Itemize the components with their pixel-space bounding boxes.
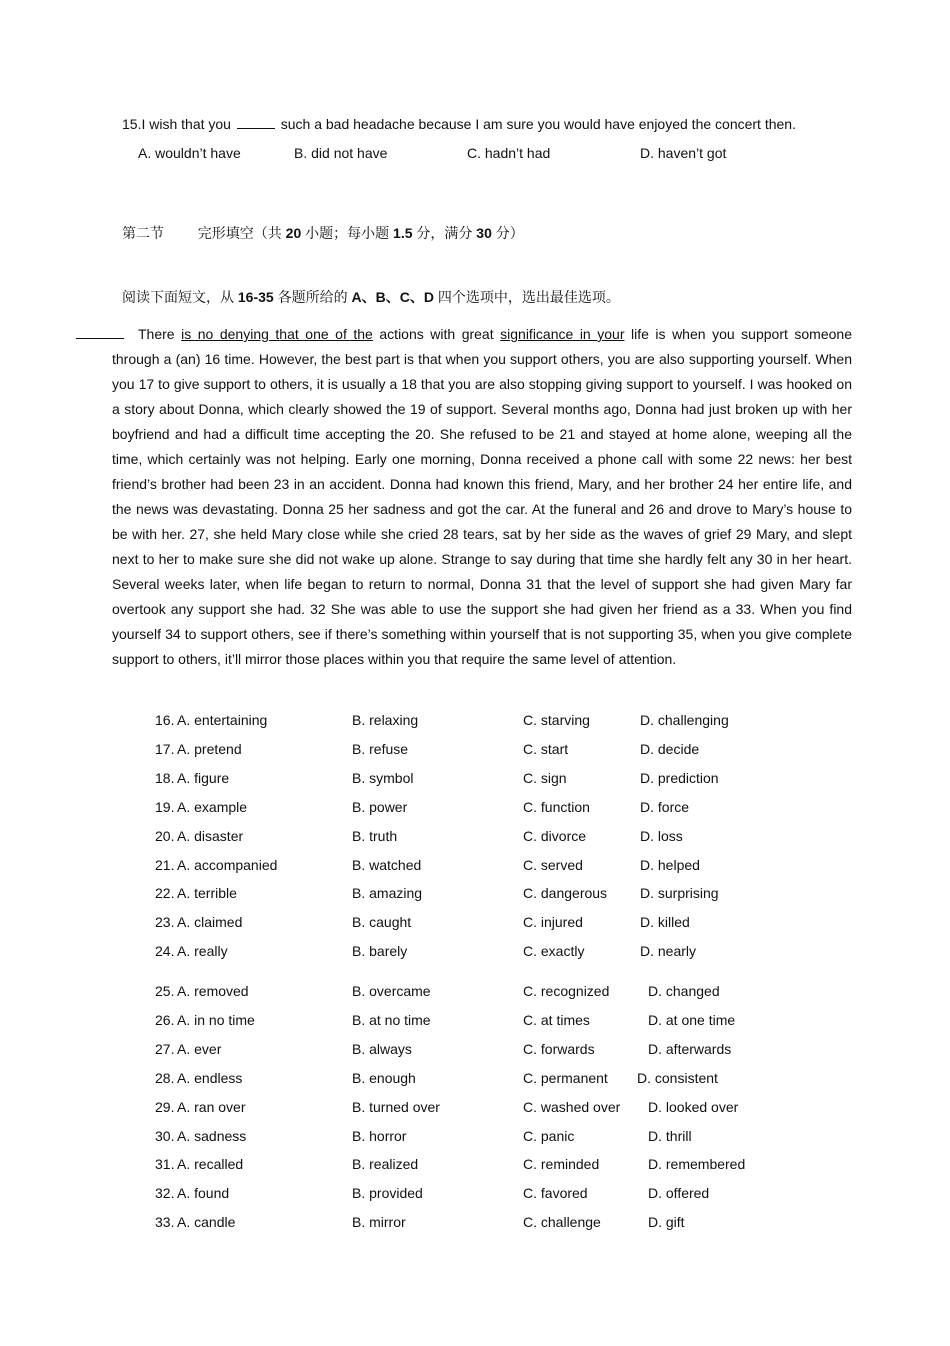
- option-c: C. injured: [523, 914, 583, 931]
- instruction-range: 16-35: [237, 289, 274, 305]
- q15-option-a: A. wouldn’t have: [138, 145, 241, 161]
- option-b: B. overcame: [352, 983, 431, 999]
- passage-text-3: life is when you support someone through a (an) 16 time. However, the best part is that when you support others, you are also supporting yourself. When you 17 to give support to others, it is usually a 18 that you are also stopping giving support to yourself. I was hooked on a story about Donna, which clearly showed the 19 of support. Several months ago, Donna had just broken up with her boyfriend and had a difficult time accepting the 20. She refused to be 21 and stayed at home alone, weeping all the time, which certainly was not helping. Early one morning, Donna received a phone call with some 22 news: her best friend’s brother had been 23 in an accident. Donna had known this friend, Mary, and her brother 24 her entire life, and the news was devastating. Donna 25 her sadness and got the car. At the funeral and 26 and drove to Mary’s house to be with her. 27, she held Mary close while she cried 28 tears, sat by her side as the waves of grief 29 Mary, and slept next to her to make sure she did not wake up alone. Strange to say during that time she hardly felt any 30 in her heart. Several weeks later, when life began to return to normal, Donna 31 that the level of support she had given Mary far overtook any support she had. 32 She was able to use the support she had given her friend as a 33. When you find yourself 34 to support others, see if there’s something within yourself that is not supporting 35, when you give complete support to others, it’ll mirror those places within you that require the same level of attention.: [112, 326, 852, 667]
- option-a: A. really: [177, 943, 228, 960]
- option-a: A. sadness: [177, 1127, 247, 1144]
- cloze-passage: [112, 322, 852, 672]
- section-desc-2: 小题；每小题: [305, 225, 390, 241]
- option-b: B. power: [352, 798, 408, 815]
- section-num-2: 1.5: [393, 225, 413, 241]
- option-d: D. surprising: [640, 885, 719, 902]
- section-desc-1: 完形填空（共: [197, 225, 282, 241]
- option-row: [0, 914, 950, 934]
- option-a: A. claimed: [177, 914, 243, 931]
- section-num-3: 30: [476, 225, 492, 241]
- option-d: D. thrill: [648, 1127, 692, 1144]
- option-row: [0, 1214, 950, 1234]
- option-c: C. served: [523, 856, 583, 873]
- option-row: [0, 943, 950, 963]
- option-c: C. panic: [523, 1127, 575, 1144]
- instruction-letters: A、B、C、D: [351, 289, 434, 305]
- option-c: C. exactly: [523, 943, 585, 960]
- option-c: C. function: [523, 798, 590, 815]
- option-c: C. sign: [523, 769, 567, 786]
- option-row: [0, 770, 950, 790]
- option-a: A. ran over: [177, 1098, 246, 1115]
- question-number: 31.: [155, 1156, 175, 1173]
- instruction-line: [122, 287, 620, 307]
- option-row: [0, 1041, 950, 1061]
- option-row: [0, 1012, 950, 1032]
- option-c: C. recognized: [523, 983, 610, 999]
- option-b: B. horror: [352, 1127, 407, 1144]
- option-a: A. example: [177, 798, 248, 815]
- option-d: D. decide: [640, 740, 700, 757]
- question-number: 23.: [155, 914, 175, 931]
- question-number: 30.: [155, 1127, 175, 1144]
- option-b: B. realized: [352, 1156, 419, 1173]
- option-a: A. removed: [177, 983, 249, 999]
- option-row: [0, 828, 950, 848]
- option-d: D. offered: [648, 1185, 710, 1202]
- q15-stem-start: 15.I wish that you: [122, 116, 231, 132]
- option-a: A. accompanied: [177, 856, 278, 873]
- option-d: D. remembered: [648, 1156, 746, 1173]
- option-a: A. disaster: [177, 827, 244, 844]
- option-b: B. symbol: [352, 769, 414, 786]
- option-b: B. truth: [352, 827, 398, 844]
- option-a: A. endless: [177, 1069, 243, 1086]
- option-b: B. always: [352, 1040, 412, 1057]
- option-row: [0, 857, 950, 877]
- option-d: D. gift: [648, 1214, 685, 1231]
- option-a: A. pretend: [177, 740, 242, 757]
- option-row: [0, 1070, 950, 1090]
- option-a: A. terrible: [177, 885, 237, 902]
- option-a: A. in no time: [177, 1011, 255, 1028]
- question-number: 18.: [155, 769, 175, 786]
- option-b: B. mirror: [352, 1214, 406, 1231]
- option-d: D. afterwards: [648, 1040, 732, 1057]
- question-number: 32.: [155, 1185, 175, 1202]
- option-c: C. divorce: [523, 827, 587, 844]
- option-b: B. at no time: [352, 1011, 431, 1028]
- option-c: C. starving: [523, 712, 590, 728]
- instruction-part-2: 各题所给的: [277, 289, 348, 305]
- question-number: 19.: [155, 798, 175, 815]
- option-a: A. ever: [177, 1040, 222, 1057]
- question-number: 33.: [155, 1214, 175, 1231]
- option-b: B. amazing: [352, 885, 423, 902]
- option-c: C. at times: [523, 1011, 590, 1028]
- option-a: A. recalled: [177, 1156, 244, 1173]
- section-num-1: 20: [285, 225, 302, 241]
- option-d: D. challenging: [640, 712, 729, 728]
- option-d: D. helped: [640, 856, 700, 873]
- option-d: D. changed: [648, 983, 720, 999]
- option-a: A. entertaining: [177, 712, 268, 728]
- option-d: D. loss: [640, 827, 683, 844]
- section-heading: [122, 223, 524, 243]
- option-row: [0, 1185, 950, 1205]
- option-b: B. caught: [352, 914, 412, 931]
- option-d: D. at one time: [648, 1011, 736, 1028]
- question-number: 17.: [155, 740, 175, 757]
- option-row: [0, 741, 950, 761]
- question-number: 16.: [155, 712, 175, 728]
- option-b: B. barely: [352, 943, 408, 960]
- option-row: [0, 1128, 950, 1148]
- leading-blank: [76, 326, 124, 339]
- q15-option-d: D. haven’t got: [640, 145, 727, 161]
- option-c: C. challenge: [523, 1214, 601, 1231]
- q15-option-b: B. did not have: [294, 145, 388, 161]
- passage-underlined-2: significance in your: [500, 326, 625, 342]
- question-number: 21.: [155, 856, 175, 873]
- option-row: [0, 1099, 950, 1119]
- option-d: D. nearly: [640, 943, 697, 960]
- section-title: 第二节: [122, 225, 164, 241]
- section-desc-4: 分）: [495, 225, 524, 241]
- option-row: [0, 1156, 950, 1176]
- option-row: [0, 885, 950, 905]
- question-number: 25.: [155, 983, 175, 999]
- section-desc-3: 分，满分: [416, 225, 473, 241]
- option-d: D. prediction: [640, 769, 719, 786]
- option-row: [0, 983, 950, 1003]
- option-a: A. figure: [177, 769, 230, 786]
- option-a: A. found: [177, 1185, 230, 1202]
- option-d: D. killed: [640, 914, 690, 931]
- option-c: C. permanent: [523, 1069, 608, 1086]
- option-b: B. watched: [352, 856, 422, 873]
- q15-stem-end: such a bad headache because I am sure you would have enjoyed the concert then.: [280, 116, 796, 132]
- question-number: 22.: [155, 885, 175, 902]
- option-b: B. provided: [352, 1185, 423, 1202]
- option-d: D. looked over: [648, 1098, 739, 1115]
- question-15-stem: [122, 116, 796, 132]
- option-b: B. relaxing: [352, 712, 419, 728]
- question-number: 24.: [155, 943, 175, 960]
- q15-option-c: C. hadn’t had: [467, 145, 551, 161]
- option-b: B. enough: [352, 1069, 416, 1086]
- option-c: C. forwards: [523, 1040, 595, 1057]
- option-row: [0, 712, 950, 732]
- option-c: C. favored: [523, 1185, 588, 1202]
- question-number: 28.: [155, 1069, 175, 1086]
- question-number: 26.: [155, 1011, 175, 1028]
- question-number: 20.: [155, 827, 175, 844]
- option-row: [0, 799, 950, 819]
- instruction-part-3: 四个选项中，选出最佳选项。: [437, 289, 620, 305]
- option-d: D. force: [640, 798, 690, 815]
- option-c: C. start: [523, 740, 569, 757]
- option-b: B. turned over: [352, 1098, 440, 1115]
- passage-text-2: actions with great: [372, 326, 501, 342]
- option-b: B. refuse: [352, 740, 409, 757]
- question-number: 27.: [155, 1040, 175, 1057]
- passage-underlined-1: is no denying that one of the: [181, 326, 373, 342]
- option-c: C. washed over: [523, 1098, 621, 1115]
- option-d: D. consistent: [637, 1069, 718, 1086]
- answer-blank: [237, 116, 275, 129]
- option-a: A. candle: [177, 1214, 236, 1231]
- instruction-part-1: 阅读下面短文，从: [122, 289, 234, 305]
- passage-text-1: There: [138, 326, 182, 342]
- option-c: C. reminded: [523, 1156, 600, 1173]
- option-c: C. dangerous: [523, 885, 608, 902]
- question-number: 29.: [155, 1098, 175, 1115]
